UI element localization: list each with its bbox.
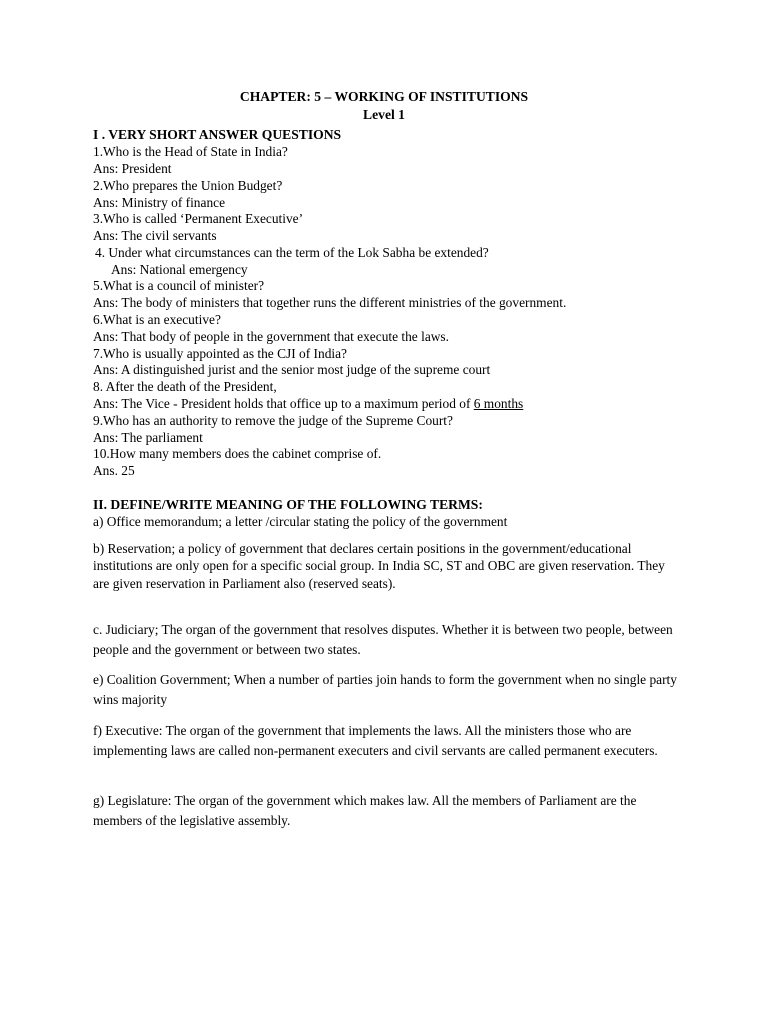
answer-2: Ans: Ministry of finance	[93, 195, 226, 210]
term-coalition-government: e) Coalition Government; When a number of parties join hands to form the government when no single party wins majority	[93, 672, 677, 707]
answer-5: Ans: The body of ministers that together runs the different ministries of the government.	[93, 295, 567, 310]
section-heading-define-terms: II. DEFINE/WRITE MEANING OF THE FOLLOWING TERMS:	[93, 497, 483, 512]
question-8: 8. After the death of the President,	[93, 379, 277, 394]
question-2: 2.Who prepares the Union Budget?	[93, 178, 283, 193]
term-executive: f) Executive: The organ of the government that implements the laws. All the ministers those who are implementing laws are called non-permanent executers and civil servants are called permanent executers.	[93, 723, 658, 758]
term-office-memorandum: a) Office memorandum; a letter /circular stating the policy of the government	[93, 514, 508, 529]
question-7: 7.Who is usually appointed as the CJI of India?	[93, 346, 347, 361]
section-heading-short-answer: I . VERY SHORT ANSWER QUESTIONS	[93, 127, 342, 142]
question-4: 4. Under what circumstances can the term of the Lok Sabha be extended?	[95, 245, 489, 260]
question-6: 6.What is an executive?	[93, 312, 221, 327]
question-9: 9.Who has an authority to remove the judge of the Supreme Court?	[93, 413, 453, 428]
answer-9: Ans: The parliament	[93, 430, 203, 445]
term-judiciary: c. Judiciary; The organ of the government that resolves disputes. Whether it is between two people, between people and the government or between two states.	[93, 622, 673, 657]
question-3: 3.Who is called ‘Permanent Executive’	[93, 211, 304, 226]
question-5: 5.What is a council of minister?	[93, 278, 265, 293]
term-reservation: b) Reservation; a policy of government that declares certain positions in the government/educational institutions are only open for a specific social group. In India SC, ST and OBC are given reservation. They are given reservation in Parliament also (reserved seats).	[93, 541, 665, 591]
answer-1: Ans: President	[93, 161, 172, 176]
answer-8	[93, 395, 523, 412]
answer-3: Ans: The civil servants	[93, 228, 217, 243]
answer-4: Ans: National emergency	[111, 262, 248, 277]
level-label: Level 1	[363, 107, 405, 122]
answer-8-underlined-period: 6 months	[473, 396, 524, 411]
answer-8-text: Ans: The Vice - President holds that office up to a maximum period of	[93, 396, 474, 411]
question-10: 10.How many members does the cabinet comprise of.	[93, 446, 382, 461]
question-1: 1.Who is the Head of State in India?	[93, 144, 288, 159]
term-legislature: g) Legislature: The organ of the government which makes law. All the members of Parliament are the members of the legislative assembly.	[93, 793, 637, 828]
answer-6: Ans: That body of people in the government that execute the laws.	[93, 329, 449, 344]
answer-7: Ans: A distinguished jurist and the senior most judge of the supreme court	[93, 362, 491, 377]
chapter-title: CHAPTER: 5 – WORKING OF INSTITUTIONS	[239, 89, 529, 104]
answer-10: Ans. 25	[93, 463, 135, 478]
